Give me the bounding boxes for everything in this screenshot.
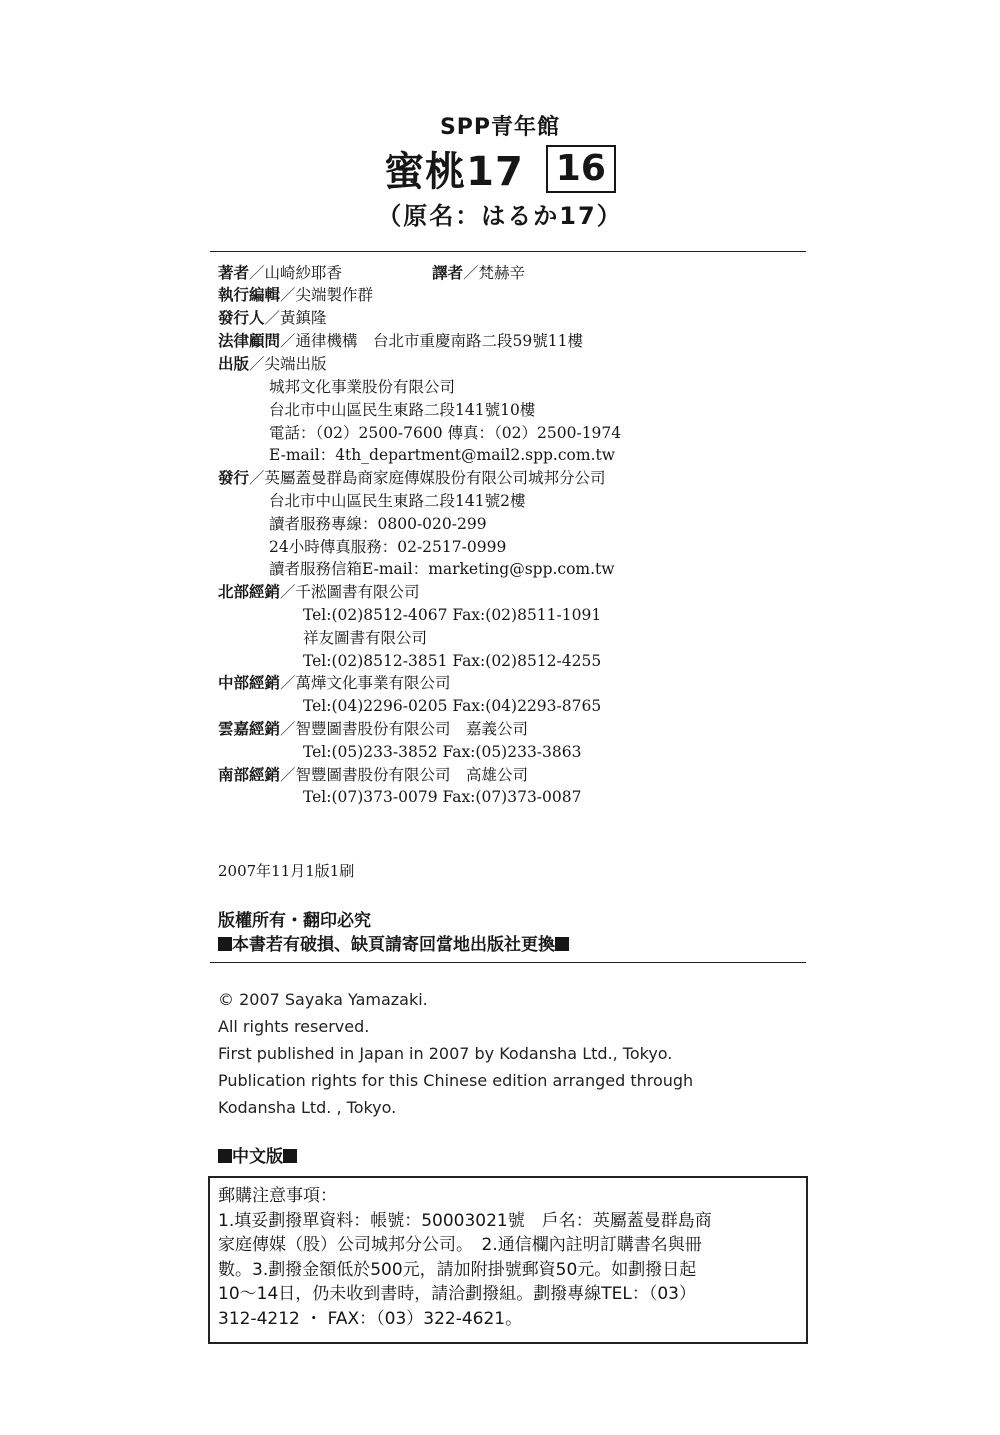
notice-line: 家庭傳媒（股）公司城邦分公司。 2.通信欄內註明訂購書名與冊 (218, 1235, 702, 1255)
volume-number: 16 (546, 145, 616, 193)
distribution-detail: 讀者服務專線：0800-020-299 (269, 515, 487, 533)
publisher-person-name: ／黃鎮隆 (264, 309, 327, 327)
rights-reserved: 版權所有・翻印必究 (218, 911, 371, 931)
book-title: 蜜桃17 (384, 149, 524, 195)
notice-line: 312-4212 ・ FAX：（03）322-4621。 (218, 1308, 523, 1329)
distribution-detail: 台北市中山區民生東路二段141號2樓 (269, 492, 526, 510)
editor-name: ／尖端製作群 (280, 286, 374, 304)
north-line (218, 581, 420, 603)
publisher-person-label: 發行人 (218, 309, 265, 327)
central-label: 中部經銷 (218, 674, 281, 692)
notice-line: 郵購注意事項： (218, 1186, 337, 1206)
distribution-value: ／英屬蓋曼群島商家庭傳媒股份有限公司城邦分公司 (249, 469, 606, 487)
translator-name: ／梵赫辛 (463, 264, 526, 282)
square-bullet-icon (555, 937, 569, 951)
north-detail: 祥友圖書有限公司 (303, 629, 428, 647)
top-divider (210, 251, 806, 252)
yunjia-line (218, 718, 528, 740)
north-value: ／千淞圖書有限公司 (280, 583, 420, 601)
legal-line (218, 330, 583, 352)
edition-date: 2007年11月1版1刷 (218, 862, 355, 880)
south-line (218, 764, 528, 786)
copyright-line: Publication rights for this Chinese edition arranged through (218, 1071, 694, 1090)
distribution-detail: 24小時傳真服務：02-2517-0999 (269, 538, 507, 556)
central-value: ／萬燁文化事業有限公司 (280, 674, 451, 692)
square-bullet-icon (283, 1149, 297, 1163)
mail-order-notice (208, 1176, 808, 1344)
publish-detail: 城邦文化事業股份有限公司 (269, 378, 456, 396)
series-name: SPP青年館 (439, 115, 561, 140)
publish-detail: 台北市中山區民生東路二段141號10樓 (269, 401, 536, 419)
square-bullet-icon (218, 1149, 232, 1163)
copyright-line: Kodansha Ltd. , Tokyo. (218, 1098, 397, 1117)
distribution-label: 發行 (218, 469, 250, 487)
yunjia-value: ／智豐圖書股份有限公司 嘉義公司 (280, 720, 529, 738)
north-detail: Tel:(02)8512-3851 Fax:(02)8512-4255 (303, 652, 602, 670)
notice-line: 1.填妥劃撥單資料：帳號：50003021號 戶名：英屬蓋曼群島商 (218, 1210, 712, 1231)
south-value: ／智豐圖書股份有限公司 高雄公司 (280, 766, 529, 784)
translator-label: 譯者 (432, 264, 464, 282)
publish-detail: E-mail：4th_department@mail2.spp.com.tw (269, 446, 615, 464)
english-copyright (218, 986, 798, 1121)
notice-line: 數。3.劃撥金額低於500元，請加附掛號郵資50元。如劃撥日起 (218, 1259, 697, 1280)
publish-detail: 電話：（02）2500-7600 傳真：（02）2500-1974 (269, 424, 622, 442)
copyright-line: © 2007 Sayaka Yamazaki. (218, 990, 428, 1009)
damage-notice-text: 本書若有破損、缺頁請寄回當地出版社更換 (232, 935, 555, 955)
yunjia-label: 雲嘉經銷 (218, 720, 281, 738)
south-label: 南部經銷 (218, 766, 281, 784)
publish-line (218, 353, 327, 375)
editor-label: 執行編輯 (218, 286, 281, 304)
author-label: 著者 (218, 264, 250, 282)
middle-divider (210, 962, 806, 963)
copyright-line: First published in Japan in 2007 by Kodansha Ltd., Tokyo. (218, 1044, 673, 1063)
legal-value: ／通律機構 台北市重慶南路二段59號11樓 (280, 332, 583, 350)
north-detail: Tel:(02)8512-4067 Fax:(02)8511-1091 (303, 606, 602, 624)
damage-notice (218, 930, 569, 955)
yunjia-detail: Tel:(05)233-3852 Fax:(05)233-3863 (303, 743, 582, 761)
distribution-detail: 讀者服務信箱E-mail：marketing@spp.com.tw (269, 560, 615, 578)
distribution-line (218, 467, 606, 489)
author-name: ／山崎紗耶香 (249, 264, 343, 282)
author-line (218, 262, 342, 284)
translator-line (432, 262, 525, 284)
north-label: 北部經銷 (218, 583, 281, 601)
square-bullet-icon (218, 937, 232, 951)
title-row (0, 140, 1000, 197)
chinese-edition-label (218, 1142, 297, 1167)
chinese-edition-text: 中文版 (232, 1147, 283, 1167)
publisher-person-line (218, 307, 327, 329)
editor-line (218, 284, 373, 306)
original-title: （原名：はるか17） (377, 202, 623, 230)
copyright-line: All rights reserved. (218, 1017, 370, 1036)
central-detail: Tel:(04)2296-0205 Fax:(04)2293-8765 (303, 697, 602, 715)
notice-line: 10～14日，仍未收到書時，請洽劃撥組。劃撥專線TEL：（03） (218, 1284, 696, 1304)
south-detail: Tel:(07)373-0079 Fax:(07)373-0087 (303, 788, 582, 806)
central-line (218, 672, 451, 694)
legal-label: 法律顧問 (218, 332, 281, 350)
publish-value: ／尖端出版 (249, 355, 327, 373)
publish-label: 出版 (218, 355, 250, 373)
